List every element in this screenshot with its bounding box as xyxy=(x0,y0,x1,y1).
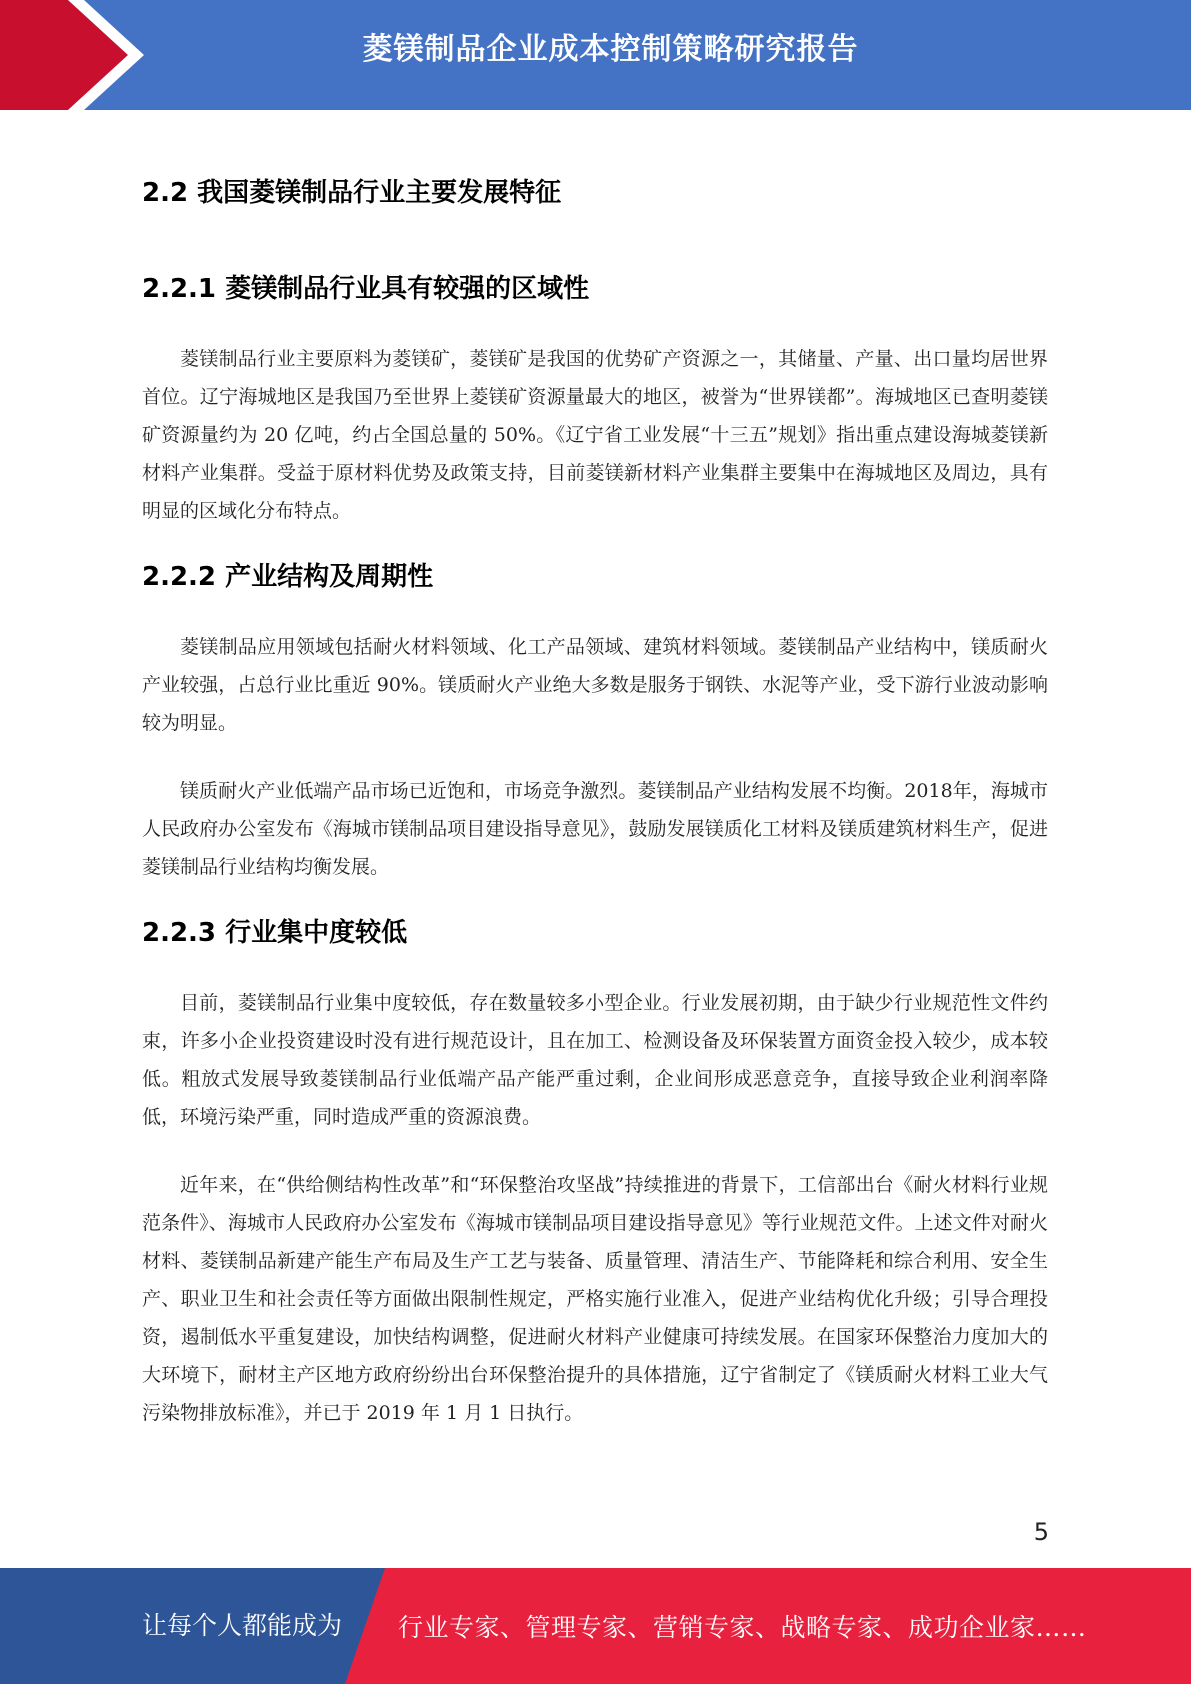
footer-slogan-right: 行业专家、管理专家、营销专家、战略专家、成功企业家…… xyxy=(398,1613,1087,1642)
subsection-heading-2-2-2: 2.2.2 产业结构及周期性 xyxy=(142,562,434,592)
footer-slogan-left: 让每个人都能成为 xyxy=(142,1611,343,1640)
paragraph: 菱镁制品行业主要原料为菱镁矿，菱镁矿是我国的优势矿产资源之一，其储量、产量、出口量均居世界首位。辽宁海城地区是我国乃至世界上菱镁矿资源量最大的地区，被誉为“世界镁都”。海城地区已查明菱镁矿资源量约为 20 亿吨，约占全国总量的 50%。《辽宁省工业发展“十三五”规划》指出重点建设海城菱镁新材料产业集群。受益于原材料优势及政策支持，目前菱镁新材料产业集群主要集中在海城地区及周边，具有明显的区域化分布特点。 xyxy=(142,348,1048,522)
paragraph: 目前，菱镁制品行业集中度较低，存在数量较多小型企业。行业发展初期，由于缺少行业规范性文件约束，许多小企业投资建设时没有进行规范设计，且在加工、检测设备及环保装置方面资金投入较少，成本较低。粗放式发展导致菱镁制品行业低端产品产能严重过剩，企业间形成恶意竞争，直接导致企业利润率降低，环境污染严重，同时造成严重的资源浪费。 xyxy=(142,992,1048,1128)
report-title: 菱镁制品企业成本控制策略研究报告 xyxy=(362,32,859,67)
page-content xyxy=(142,166,1048,1462)
page-header xyxy=(0,0,1191,110)
paragraph: 近年来，在“供给侧结构性改革”和“环保整治攻坚战”持续推进的背景下，工信部出台《耐火材料行业规范条件》、海城市人民政府办公室发布《海城市镁制品项目建设指导意见》等行业规范文件。上述文件对耐火材料、菱镁制品新建产能生产布局及生产工艺与装备、质量管理、清洁生产、节能降耗和综合利用、安全生产、职业卫生和社会责任等方面做出限制性规定，严格实施行业准入，促进产业结构优化升级；引导合理投资，遏制低水平重复建设，加快结构调整，促进耐火材料产业健康可持续发展。在国家环保整治力度加大的大环境下，耐材主产区地方政府纷纷出台环保整治提升的具体措施，辽宁省制定了《镁质耐火材料工业大气污染物排放标准》，并已于 2019 年 1 月 1 日执行。 xyxy=(142,1174,1048,1424)
page-number: 5 xyxy=(1033,1518,1049,1546)
subsection-heading-2-2-1: 2.2.1 菱镁制品行业具有较强的区域性 xyxy=(142,274,590,304)
paragraph: 菱镁制品应用领域包括耐火材料领域、化工产品领域、建筑材料领域。菱镁制品产业结构中，镁质耐火产业较强，占总行业比重近 90%。镁质耐火产业绝大多数是服务于钢铁、水泥等产业，受下游行业波动影响较为明显。 xyxy=(142,636,1048,734)
subsection-heading-2-2-3: 2.2.3 行业集中度较低 xyxy=(142,918,408,948)
paragraph: 镁质耐火产业低端产品市场已近饱和，市场竞争激烈。菱镁制品产业结构发展不均衡。2018年，海城市人民政府办公室发布《海城市镁制品项目建设指导意见》，鼓励发展镁质化工材料及镁质建筑材料生产，促进菱镁制品行业结构均衡发展。 xyxy=(142,780,1048,878)
page-footer xyxy=(0,1568,1191,1684)
section-heading: 2.2 我国菱镁制品行业主要发展特征 xyxy=(142,178,562,208)
